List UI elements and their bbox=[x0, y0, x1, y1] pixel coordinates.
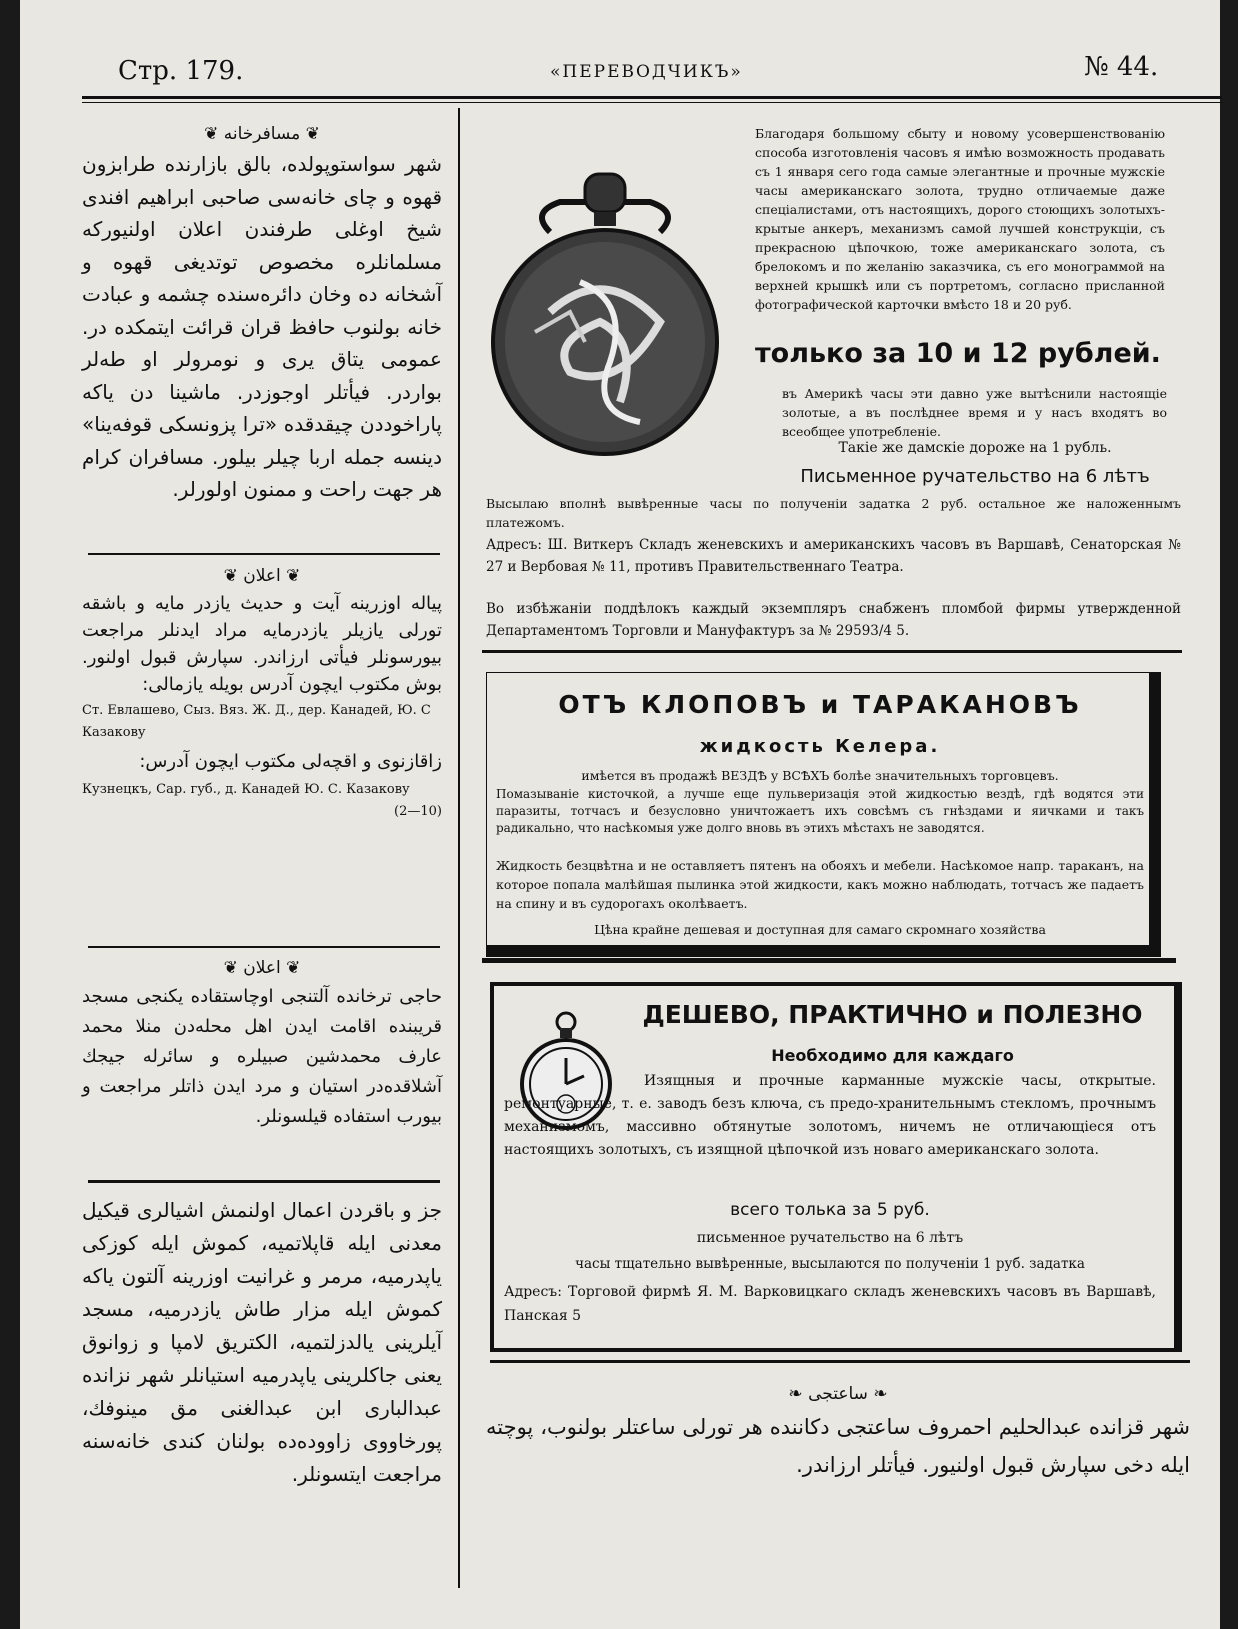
ad3-guarantee: письменное ручательство на 6 лѣтъ bbox=[696, 1230, 964, 1246]
ad-rule-3 bbox=[490, 1360, 1190, 1363]
page-number: Стр. 179. bbox=[118, 56, 244, 86]
left-column-4 bbox=[82, 1194, 442, 1491]
left-column bbox=[82, 120, 442, 506]
ad-number: (2—10) bbox=[394, 804, 442, 819]
section-rule bbox=[88, 553, 440, 555]
ad-rule bbox=[482, 650, 1182, 653]
newspaper-title: «ПЕРЕВОДЧИКЪ» bbox=[550, 62, 743, 82]
ad3-address: Адресъ: Торговой фирмѣ Я. М. Варковицкаго складъ женевскихъ часовъ въ Варшавѣ, Панская 5 bbox=[504, 1284, 1156, 1324]
ad1-price: только за 10 и 12 рублей. bbox=[755, 338, 1161, 369]
ad2-subtitle: жидкость Келера. bbox=[699, 736, 941, 757]
left-column-3 bbox=[82, 954, 442, 1132]
ad1-text-2: Такіе же дамскіе дороже на 1 рубль. bbox=[838, 440, 1112, 456]
ad1-text-5: Во избѣжаніи поддѣлокъ каждый экземпляръ снабженъ пломбой фирмы утвержденной Департаментомъ Торговли и Мануфактуръ за № 29593/4 5. bbox=[486, 601, 1181, 639]
ad1-address: Адресъ: Ш. Виткеръ Складъ женевскихъ и американскихъ часовъ въ Варшавѣ, Сенаторская № 27 и Вербовая № 11, противъ Правительственнаго Театра. bbox=[486, 537, 1181, 575]
address-1: Ст. Евлашево, Сыз. Вяз. Ж. Д., дер. Канадей, Ю. С Казакову bbox=[82, 703, 431, 740]
ad2-text-4: Цѣна крайне дешевая и доступная для самаго скромнаго хозяйства bbox=[594, 922, 1046, 937]
section-body-1: شهر سواستوپولده، بالق بازارنده طرابزون قهوه و چای خانه‌سی صاحبی ابراهیم افندی شیخ اوغلی طرفندن اعلان اولنیورکه مسلمانلره مخصوص توتدیغی قهوه و آشخانه ده وخان دائره‌سنده چشمه و عبادت خانه بولنوب حافظ قران قرائت ایتمکده در. عمومی یتاق یری و نومرولر او طه‌لر بواردر. فیأتلر اوجوزدر. ماشینا دن یاکه پاراخوددن چیقدقده «ترا پزونسکی قوفه‌ینا» دینسه جمله اربا چیلر بیلور. مسافران کرام هر جهت راحت و ممنون اولورلر. bbox=[82, 152, 442, 501]
ad2-text-1: имѣется въ продажѣ ВЕЗДѢ у ВСѢХЪ болѣе значительныхъ торговцевъ. bbox=[581, 768, 1059, 783]
section-body-4: جز و باقردن اعمال اولنمش اشیالری قیکیل معدنی ایله قاپلاتمیه، کموش ایله کوزکی یاپدرمیه، مرمر و غرانیت اوزرینه آلتون یاکه کموش ایله مزار طاش یازدرمیه، مسجد آیلرینی یالدزلتمیه، الکتریق لامپا و زوانوق یعنی جاکلرینی یاپدرمیه استیانلر شهر نزانده عبدالباری ابن عبدالغنی مق مینوفك، پورخاووی زاووده‌ده بولنان کندی خانه‌سنه مراجعت ایتسونلر. bbox=[82, 1198, 442, 1486]
section-heading-watchmaker: ❧ ساعتجی ❧ bbox=[788, 1384, 888, 1404]
section-body-3: حاجی ترخانده آلتنجی اوچاستقاده یکنجی مسجد قریبنده اقامت ایدن اهل محله‌دن منلا محمد عارف محمدشین صبیلره و سائرله جیجك آشلاقده‌در استیان و مرد ایدن ذاتلر مراجعت و بیورب استفاده قیلسونلر. bbox=[82, 986, 442, 1127]
section-heading-2: ❦ اعلان ❦ bbox=[223, 566, 301, 586]
ad3-text-2: часы тщательно вывѣренные, высылаются по полученіи 1 руб. задатка bbox=[575, 1256, 1085, 1272]
pocket-watch-illustration bbox=[490, 172, 720, 472]
header-rule-thin bbox=[82, 102, 1222, 103]
section-rule-3 bbox=[88, 1180, 440, 1183]
ad3-text-1: Изящныя и прочные карманные мужскіе часы, открытые. ремонтуарные, т. е. заводъ безъ ключа, съ предо-хранительнымъ стекломъ, прочнымъ механизмомъ, массивно обтянутые золотомъ, ничемъ не отличающіеся отъ настоящихъ золотыхъ, съ изящной цѣпочкой изъ новаго американскаго золота. bbox=[504, 1073, 1156, 1158]
left-column-2 bbox=[82, 562, 442, 823]
ad1-text-1: въ Америкѣ часы эти давно уже вытѣснили настоящіе золотые, а въ послѣднее время и у насъ входятъ во всеобщее употребленіе. bbox=[782, 386, 1167, 439]
watchmaker-body: شهر قزانده عبدالحلیم احمروف ساعتجی دکاننده هر تورلی ساعتلر بولنوب، پوچته ایله دخی سپارش قبول اولنیور. فیأتلر ارزاندر. bbox=[486, 1415, 1190, 1477]
section-heading-1: ❦ مسافرخانه ❦ bbox=[204, 124, 320, 144]
column-divider bbox=[458, 108, 460, 1588]
section-rule-2 bbox=[88, 946, 440, 948]
ad1-guarantee: Письменное ручательство на 6 лѣтъ bbox=[800, 466, 1150, 487]
ad3-subtitle: Необходимо для каждаго bbox=[771, 1046, 1014, 1065]
ad2-text-3: Жидкость безцвѣтна и не оставляетъ пятенъ на обояхъ и мебели. Насѣкомое напр. тараканъ, на которое попала малѣйшая пылинка этой жидкости, какъ можно наблюдать, тотчасъ же падаетъ на спину и въ судорогахъ околѣваетъ. bbox=[496, 858, 1144, 911]
right-bottom-section bbox=[486, 1380, 1190, 1484]
ad1-intro: Благодаря большому сбыту и новому усовершенствованію способа изготовленія часовъ я имѣю возможность продавать съ 1 января сего года самые элегантные и прочные мужскіе часы американскаго золота, трудно отличаемые даже спеціалистами, отъ настоящихъ, дорого стоющихъ золотыхъ-крытые анкеръ, механизмъ самой лучшей конструкціи, съ прекрасною цѣпочкою, тоже американскаго золота, съ брелокомъ и по желанію заказчика, съ его монограммой на верхней крышкѣ или съ портретомъ, согласно присланной фотографической карточки вмѣсто 18 и 20 руб. bbox=[755, 126, 1165, 312]
ad1-text-3: Высылаю вполнѣ вывѣренные часы по полученіи задатка 2 руб. остальное же наложеннымъ платежомъ. bbox=[486, 496, 1181, 530]
ad-rule-2 bbox=[482, 958, 1176, 963]
newspaper-page bbox=[20, 0, 1220, 1629]
header-rule bbox=[82, 96, 1222, 99]
section-heading-3: ❦ اعلان ❦ bbox=[223, 958, 301, 978]
ad3-title: ДЕШЕВО, ПРАКТИЧНО и ПОЛЕЗНО bbox=[642, 1000, 1143, 1029]
section-body-2b: زاقازنوی و اقچه‌لی مکتوب ایچون آدرس: bbox=[139, 751, 442, 772]
ad2-title: ОТЪ КЛОПОВЪ и ТАРАКАНОВЪ bbox=[558, 690, 1082, 719]
section-body-2: پیاله اوزرینه آیت و حدیث یازدر مایه و باشقه تورلی یازیلر یازدرمایه مراد ایدنلر مراجعت بیورسونلر فیأتی ارزاندر. سپارش قبول اولنور. بوش مکتوب ایچون آدرس بویله یازمالی: bbox=[82, 593, 442, 695]
address-2: Кузнецкъ, Сар. губ., д. Канадей Ю. С. Казакову (2—10) bbox=[82, 779, 442, 801]
ad2-text-2: Помазываніе кисточкой, а лучше еще пульверизація этой жидкостью вездѣ, гдѣ водятся эти паразиты, тотчасъ и безусловно уничтожаетъ ихъ совсѣмъ съ гнѣздами и яичками и такъ радикально, что насѣкомыя уже долго вновь въ этихъ мѣстахъ не заводятся. bbox=[496, 787, 1144, 835]
issue-number: № 44. bbox=[1084, 52, 1159, 82]
page-header bbox=[20, 48, 1220, 88]
ad3-price: всего толька за 5 руб. bbox=[730, 1200, 930, 1220]
